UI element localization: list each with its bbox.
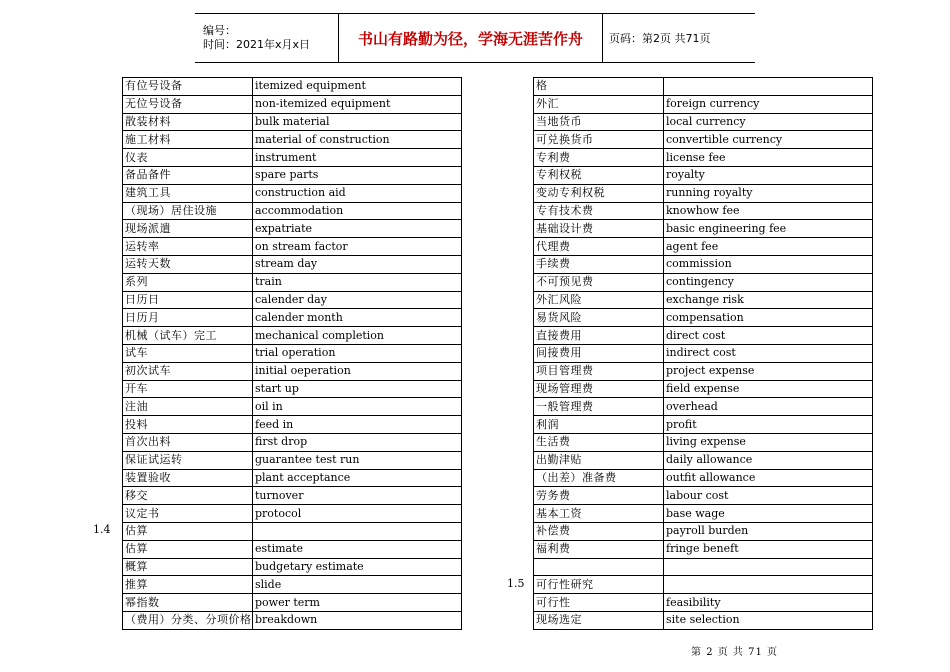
table-row <box>534 594 873 612</box>
english-term: daily allowance <box>664 451 873 469</box>
english-term: base wage <box>664 505 873 523</box>
chinese-term: 变动专利权税 <box>534 184 664 202</box>
chinese-term: 日历日 <box>123 291 253 309</box>
english-term: train <box>253 273 462 291</box>
table-row <box>123 220 462 238</box>
table-row <box>534 95 873 113</box>
english-term: commission <box>664 255 873 273</box>
table-row <box>123 131 462 149</box>
chinese-term: 外汇 <box>534 95 664 113</box>
english-term <box>253 522 462 540</box>
chinese-term: 补偿费 <box>534 522 664 540</box>
table-row <box>534 202 873 220</box>
table-row <box>534 487 873 505</box>
english-term: outfit allowance <box>664 469 873 487</box>
table-row <box>123 95 462 113</box>
english-term: project expense <box>664 362 873 380</box>
chinese-term: 开车 <box>123 380 253 398</box>
chinese-term: 投料 <box>123 416 253 434</box>
chinese-term: 试车 <box>123 344 253 362</box>
chinese-term: 日历月 <box>123 309 253 327</box>
table-row <box>534 273 873 291</box>
chinese-term: （现场）居住设施 <box>123 202 253 220</box>
glossary-table-right <box>533 77 873 630</box>
chinese-term: 幂指数 <box>123 594 253 612</box>
chinese-term: 推算 <box>123 576 253 594</box>
english-term: field expense <box>664 380 873 398</box>
table-row <box>123 398 462 416</box>
table-row <box>123 505 462 523</box>
table-row <box>123 291 462 309</box>
section-number-left: 1.4 <box>93 523 111 537</box>
table-row <box>534 380 873 398</box>
header-page-info <box>603 14 755 62</box>
chinese-term: 估算 <box>123 522 253 540</box>
table-row <box>534 522 873 540</box>
table-row <box>123 487 462 505</box>
table-row <box>123 469 462 487</box>
chinese-term: 劳务费 <box>534 487 664 505</box>
english-term: contingency <box>664 273 873 291</box>
chinese-term: 一般管理费 <box>534 398 664 416</box>
chinese-term: 初次试车 <box>123 362 253 380</box>
chinese-term: 运转率 <box>123 238 253 256</box>
english-term: budgetary estimate <box>253 558 462 576</box>
chinese-term <box>534 558 664 576</box>
chinese-term: 议定书 <box>123 505 253 523</box>
table-row <box>534 238 873 256</box>
table-row <box>534 505 873 523</box>
table-row <box>534 433 873 451</box>
english-term: breakdown <box>253 611 462 629</box>
table-row <box>123 594 462 612</box>
chinese-term: 当地货币 <box>534 113 664 131</box>
chinese-term: 外汇风险 <box>534 291 664 309</box>
table-row <box>534 309 873 327</box>
english-term: material of construction <box>253 131 462 149</box>
english-term: indirect cost <box>664 344 873 362</box>
english-term: payroll burden <box>664 522 873 540</box>
page-info-text: 页码：第2页 共71页 <box>609 32 711 45</box>
chinese-term: 装置验收 <box>123 469 253 487</box>
chinese-term: 专利权税 <box>534 166 664 184</box>
table-row <box>123 78 462 96</box>
english-term: initial oeperation <box>253 362 462 380</box>
table-row <box>123 522 462 540</box>
table-row <box>123 416 462 434</box>
chinese-term: 移交 <box>123 487 253 505</box>
table-row <box>123 611 462 629</box>
chinese-term: 无位号设备 <box>123 95 253 113</box>
chinese-term: 备品备件 <box>123 166 253 184</box>
chinese-term: 专利费 <box>534 149 664 167</box>
table-row <box>123 149 462 167</box>
chinese-term: 间接费用 <box>534 344 664 362</box>
english-term: bulk material <box>253 113 462 131</box>
table-row <box>534 184 873 202</box>
table-row <box>123 451 462 469</box>
chinese-term: （费用）分类、分项价格 <box>123 611 253 629</box>
english-term: compensation <box>664 309 873 327</box>
table-row <box>123 433 462 451</box>
english-term: plant acceptance <box>253 469 462 487</box>
table-row <box>123 540 462 558</box>
table-row <box>534 78 873 96</box>
english-term: fringe beneft <box>664 540 873 558</box>
chinese-term: 代理费 <box>534 238 664 256</box>
chinese-term: 机械（试车）完工 <box>123 327 253 345</box>
table-row <box>534 558 873 576</box>
chinese-term: 福利费 <box>534 540 664 558</box>
english-term <box>664 558 873 576</box>
english-term: royalty <box>664 166 873 184</box>
chinese-term: 运转天数 <box>123 255 253 273</box>
english-term: living expense <box>664 433 873 451</box>
table-row <box>123 113 462 131</box>
table-row <box>123 273 462 291</box>
english-term: expatriate <box>253 220 462 238</box>
english-term: spare parts <box>253 166 462 184</box>
table-row <box>123 184 462 202</box>
english-term: accommodation <box>253 202 462 220</box>
chinese-term: 散装材料 <box>123 113 253 131</box>
english-term: on stream factor <box>253 238 462 256</box>
english-term: overhead <box>664 398 873 416</box>
chinese-term: 项目管理费 <box>534 362 664 380</box>
table-row <box>123 380 462 398</box>
table-row <box>534 166 873 184</box>
table-row <box>534 131 873 149</box>
english-term: power term <box>253 594 462 612</box>
time-label: 时间：2021年x月x日 <box>203 38 311 51</box>
english-term <box>664 78 873 96</box>
chinese-term: 不可预见费 <box>534 273 664 291</box>
table-row <box>534 611 873 629</box>
english-term: oil in <box>253 398 462 416</box>
english-term: estimate <box>253 540 462 558</box>
chinese-term: 保证试运转 <box>123 451 253 469</box>
english-term: direct cost <box>664 327 873 345</box>
english-term: feed in <box>253 416 462 434</box>
english-term: foreign currency <box>664 95 873 113</box>
chinese-term: 有位号设备 <box>123 78 253 96</box>
english-term: running royalty <box>664 184 873 202</box>
english-term: license fee <box>664 149 873 167</box>
table-row <box>123 576 462 594</box>
chinese-term: 基础设计费 <box>534 220 664 238</box>
table-row <box>123 327 462 345</box>
chinese-term: 现场管理费 <box>534 380 664 398</box>
english-term: start up <box>253 380 462 398</box>
english-term: calender month <box>253 309 462 327</box>
english-term: exchange risk <box>664 291 873 309</box>
chinese-term: 直接费用 <box>534 327 664 345</box>
table-row <box>534 291 873 309</box>
english-term: guarantee test run <box>253 451 462 469</box>
header-motto <box>338 14 603 62</box>
table-row <box>123 362 462 380</box>
chinese-term: 现场派遣 <box>123 220 253 238</box>
table-row <box>534 113 873 131</box>
chinese-term: 施工材料 <box>123 131 253 149</box>
table-row <box>534 451 873 469</box>
english-term: basic engineering fee <box>664 220 873 238</box>
page-header <box>195 13 755 63</box>
english-term: stream day <box>253 255 462 273</box>
header-info <box>195 14 338 62</box>
table-row <box>534 255 873 273</box>
english-term: instrument <box>253 149 462 167</box>
english-term: construction aid <box>253 184 462 202</box>
english-term: knowhow fee <box>664 202 873 220</box>
table-row <box>534 220 873 238</box>
english-term: convertible currency <box>664 131 873 149</box>
chinese-term: 可行性研究 <box>534 576 664 594</box>
english-term: local currency <box>664 113 873 131</box>
table-row <box>123 309 462 327</box>
english-term: feasibility <box>664 594 873 612</box>
chinese-term: 易货风险 <box>534 309 664 327</box>
table-row <box>534 469 873 487</box>
doc-number-label: 编号： <box>203 24 236 37</box>
english-term: agent fee <box>664 238 873 256</box>
table-row <box>534 398 873 416</box>
english-term: calender day <box>253 291 462 309</box>
english-term: non-itemized equipment <box>253 95 462 113</box>
glossary-table-left <box>122 77 462 630</box>
chinese-term: 生活费 <box>534 433 664 451</box>
chinese-term: 首次出料 <box>123 433 253 451</box>
table-row <box>534 362 873 380</box>
english-term: protocol <box>253 505 462 523</box>
chinese-term: 现场选定 <box>534 611 664 629</box>
table-row <box>534 149 873 167</box>
motto-text: 书山有路勤为径，学海无涯苦作舟 <box>357 29 583 48</box>
table-row <box>123 558 462 576</box>
english-term: mechanical completion <box>253 327 462 345</box>
english-term: trial operation <box>253 344 462 362</box>
english-term: turnover <box>253 487 462 505</box>
chinese-term: 可兑换货币 <box>534 131 664 149</box>
chinese-term: 建筑工具 <box>123 184 253 202</box>
table-row <box>123 238 462 256</box>
chinese-term: 手续费 <box>534 255 664 273</box>
table-row <box>123 166 462 184</box>
table-row <box>534 327 873 345</box>
chinese-term: 格 <box>534 78 664 96</box>
english-term: first drop <box>253 433 462 451</box>
chinese-term: 基本工资 <box>534 505 664 523</box>
chinese-term: 系列 <box>123 273 253 291</box>
chinese-term: （出差）准备费 <box>534 469 664 487</box>
chinese-term: 概算 <box>123 558 253 576</box>
chinese-term: 利润 <box>534 416 664 434</box>
section-number-right: 1.5 <box>507 576 525 590</box>
table-row <box>534 344 873 362</box>
chinese-term: 出勤津贴 <box>534 451 664 469</box>
table-row <box>123 202 462 220</box>
table-row <box>534 576 873 594</box>
page-footer: 第 2 页 共 71 页 <box>691 647 778 658</box>
chinese-term: 估算 <box>123 540 253 558</box>
chinese-term: 注油 <box>123 398 253 416</box>
chinese-term: 仪表 <box>123 149 253 167</box>
chinese-term: 可行性 <box>534 594 664 612</box>
table-row <box>534 540 873 558</box>
english-term: profit <box>664 416 873 434</box>
english-term: site selection <box>664 611 873 629</box>
table-row <box>123 344 462 362</box>
english-term: labour cost <box>664 487 873 505</box>
table-row <box>123 255 462 273</box>
table-row <box>534 416 873 434</box>
english-term: itemized equipment <box>253 78 462 96</box>
english-term <box>664 576 873 594</box>
chinese-term: 专有技术费 <box>534 202 664 220</box>
english-term: slide <box>253 576 462 594</box>
